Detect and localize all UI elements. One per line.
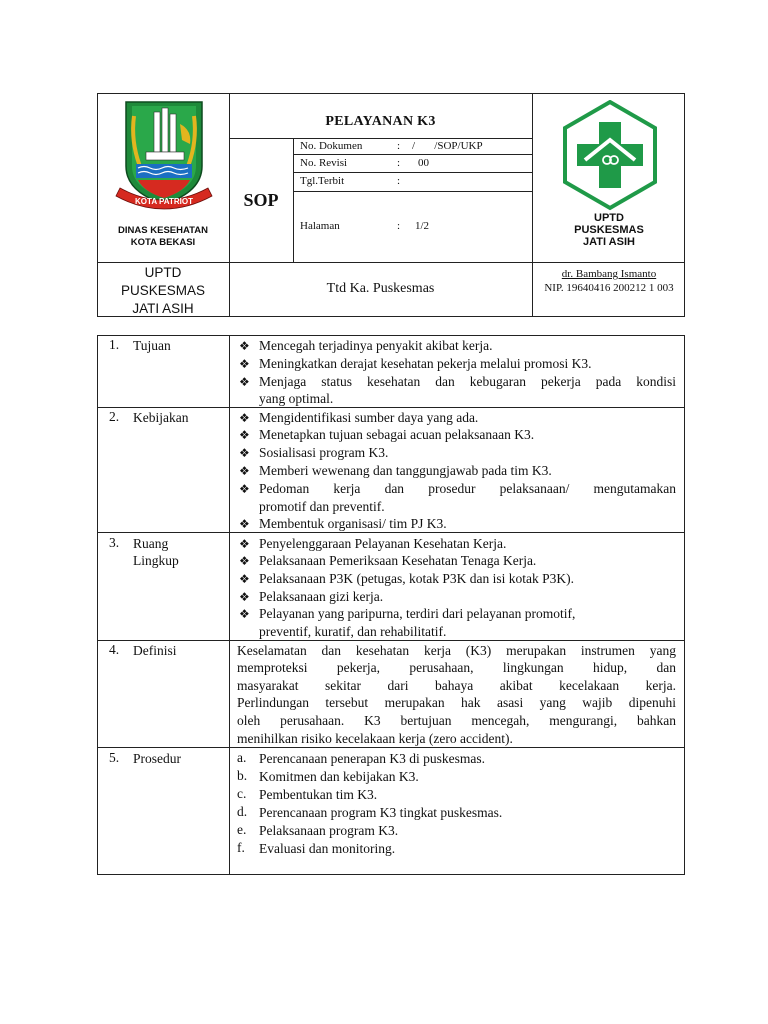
field-label-no-dokumen: No. Dokumen xyxy=(300,140,363,152)
list-item: Mengidentifikasi sumber daya yang ada. xyxy=(259,410,479,425)
definition-line: masyarakat sekitar dari bahaya akibat kecelakaan kerja. xyxy=(237,678,676,693)
puskesmas-logo-line1: UPTD xyxy=(594,212,624,224)
step-text: Evaluasi dan monitoring. xyxy=(259,841,396,856)
sop-label: SOP xyxy=(243,190,279,210)
section-number: 3. xyxy=(109,535,120,550)
definition-line: Keselamatan dan kesehatan kerja (K3) merupakan instrumen yang xyxy=(237,643,676,658)
bullet-icon: ❖ xyxy=(239,339,250,353)
list-item-continued: preventif, kuratif, dan rehabilitatif. xyxy=(259,624,447,639)
document-title: PELAYANAN K3 xyxy=(325,114,436,129)
field-colon: : xyxy=(397,220,401,232)
kota-bekasi-logo xyxy=(110,96,218,228)
bullet-icon: ❖ xyxy=(239,428,250,442)
section-title-lingkup: Lingkup xyxy=(133,553,179,568)
bullet-icon: ❖ xyxy=(239,357,250,371)
step-letter: d. xyxy=(237,804,248,819)
list-item-continued: yang optimal. xyxy=(259,391,334,406)
section-title-prosedur: Prosedur xyxy=(133,751,181,766)
list-item: Pedoman kerja dan prosedur pelaksanaan/ mengutamakan xyxy=(259,481,676,496)
signer-nip: NIP. 19640416 200212 1 003 xyxy=(544,282,674,294)
bullet-icon: ❖ xyxy=(239,375,250,389)
bullet-icon: ❖ xyxy=(239,607,250,621)
bullet-icon: ❖ xyxy=(239,482,250,496)
field-colon: : xyxy=(397,140,401,152)
list-item: Meningkatkan derajat kesehatan pekerja melalui promosi K3. xyxy=(259,356,592,371)
step-text: Perencanaan program K3 tingkat puskesmas. xyxy=(259,805,503,820)
step-letter: f. xyxy=(237,840,245,855)
field-value-no-dokumen: / /SOP/UKP xyxy=(412,140,483,152)
org-name-line2: KOTA BEKASI xyxy=(130,237,196,248)
list-item: Pelaksanaan gizi kerja. xyxy=(259,589,384,604)
list-item-continued: promotif dan preventif. xyxy=(259,499,385,514)
section-number: 2. xyxy=(109,409,120,424)
divider xyxy=(229,335,230,875)
puskesmas-logo xyxy=(561,100,659,214)
svg-text:KOTA PATRIOT: KOTA PATRIOT xyxy=(135,197,193,206)
step-letter: e. xyxy=(237,822,247,837)
step-letter: c. xyxy=(237,786,247,801)
divider xyxy=(293,191,532,192)
divider xyxy=(293,172,532,173)
section-title-ruang: Ruang xyxy=(133,536,169,551)
divider xyxy=(293,154,532,155)
list-item: Pelaksanaan P3K (petugas, kotak P3K dan isi kotak P3K). xyxy=(259,571,574,586)
bullet-icon: ❖ xyxy=(239,464,250,478)
list-item: Penyelenggaraan Pelayanan Kesehatan Kerja. xyxy=(259,536,507,551)
puskesmas-logo-line2: PUSKESMAS xyxy=(574,224,644,236)
field-label-tgl-terbit: Tgl.Terbit xyxy=(300,175,345,187)
bullet-icon: ❖ xyxy=(239,537,250,551)
step-text: Komitmen dan kebijakan K3. xyxy=(259,769,419,784)
section-title-tujuan: Tujuan xyxy=(133,338,171,353)
list-item: Menetapkan tujuan sebagai acuan pelaksanaan K3. xyxy=(259,427,535,442)
list-item: Mencegah terjadinya penyakit akibat kerja. xyxy=(259,338,493,353)
step-letter: b. xyxy=(237,768,248,783)
divider xyxy=(229,138,532,139)
list-item: Menjaga status kesehatan dan kebugaran pekerja pada kondisi xyxy=(259,374,676,389)
signer-name: dr. Bambang Ismanto xyxy=(561,268,657,280)
field-colon: : xyxy=(397,175,401,187)
list-item: Sosialisasi program K3. xyxy=(259,445,389,460)
list-item: Pelaksanaan Pemeriksaan Kesehatan Tenaga Kerja. xyxy=(259,553,537,568)
bullet-icon: ❖ xyxy=(239,411,250,425)
puskesmas-logo-line3: JATI ASIH xyxy=(583,236,635,248)
org-line1: UPTD xyxy=(144,265,182,280)
definition-line: Perlindungan tersebut merupakan hak asasi yang wajib dipenuhi xyxy=(237,695,676,710)
section-number: 4. xyxy=(109,642,120,657)
signature-label: Ttd Ka. Puskesmas xyxy=(326,281,435,296)
field-colon: : xyxy=(397,157,401,169)
list-item: Memberi wewenang dan tanggungjawab pada tim K3. xyxy=(259,463,552,478)
bullet-icon: ❖ xyxy=(239,590,250,604)
divider xyxy=(293,138,294,262)
divider xyxy=(97,262,685,263)
step-letter: a. xyxy=(237,750,247,765)
step-text: Pembentukan tim K3. xyxy=(259,787,378,802)
section-number: 1. xyxy=(109,337,120,352)
divider xyxy=(97,407,685,408)
definition-line: oleh perusahaan. K3 bertujuan mencegah, mengurangi, bahkan xyxy=(237,713,676,728)
field-label-no-revisi: No. Revisi xyxy=(300,157,348,169)
section-title-definisi: Definisi xyxy=(133,643,177,658)
field-value-halaman: 1/2 xyxy=(415,220,430,232)
definition-line: menihilkan risiko kecelakaan kerja (zero accident). xyxy=(237,731,513,746)
bullet-icon: ❖ xyxy=(239,517,250,531)
org-line2: PUSKESMAS xyxy=(120,283,206,298)
step-text: Pelaksanaan program K3. xyxy=(259,823,399,838)
field-value-no-revisi: 00 xyxy=(418,157,429,169)
list-item: Membentuk organisasi/ tim PJ K3. xyxy=(259,516,447,531)
bullet-icon: ❖ xyxy=(239,446,250,460)
list-item: Pelayanan yang paripurna, terdiri dari pelayanan promotif, xyxy=(259,606,576,621)
bullet-icon: ❖ xyxy=(239,554,250,568)
section-number: 5. xyxy=(109,750,120,765)
field-label-halaman: Halaman xyxy=(300,220,340,232)
bullet-icon: ❖ xyxy=(239,572,250,586)
org-name-line1: DINAS KESEHATAN xyxy=(118,225,208,236)
org-line3: JATI ASIH xyxy=(132,301,194,316)
step-text: Perencanaan penerapan K3 di puskesmas. xyxy=(259,751,486,766)
definition-line: memproteksi pekerja, perusahaan, lingkungan hidup, dan xyxy=(237,660,676,675)
section-title-kebijakan: Kebijakan xyxy=(133,410,189,425)
